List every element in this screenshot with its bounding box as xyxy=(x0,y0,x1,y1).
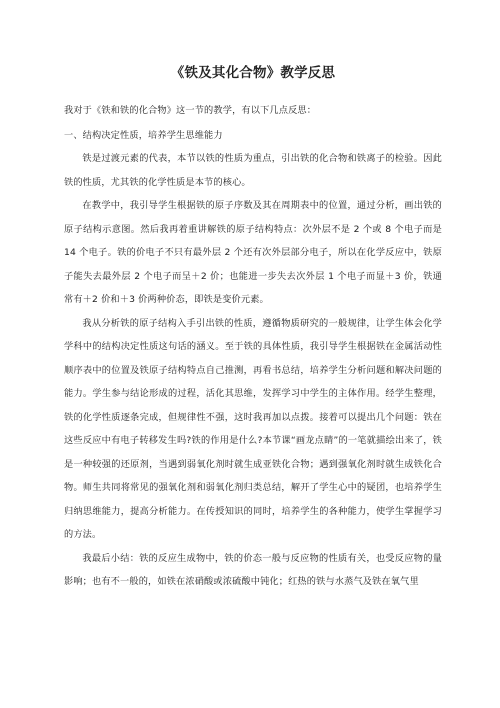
section-heading: 一、结构决定性质，培养学生思维能力 xyxy=(64,129,223,141)
intro-paragraph: 我对于《铁和铁的化合物》这一节的教学，有以下几点反思： xyxy=(64,105,317,116)
paragraph-4: 我最后小结：铁的反应生成物中，铁的价态一般与反应物的性质有关，也受反应物的量影响；也有不一般的，如铁在浓硝酸或浓硫酸中钝化；红热的铁与水蒸气及铁在氧气里 xyxy=(64,552,442,587)
document-title: 《铁及其化合物》教学反思 xyxy=(170,65,336,81)
paragraph-3: 我从分析铁的原子结构入手引出铁的性质，遵循物质研究的一般规律，让学生体会化学学科中的结构决定性质这句话的涵义。至于铁的具体性质，我引导学生根据铁在金属活动性顺序表中的位置及铁原子结构特点自己推测，再看书总结，培养学生分析问题和解决问题的能力。学生参与结论形成的过程，活化其思维，发挥学习中学生的主体作用。经学生整理，铁的化学性质逐条完成，但规律性不强，这时我再加以点拨。接着可以提出几个问题：铁在这些反应中有电子转移发生吗?铁的作用是什么?本节课“画龙点睛”的一笔就描绘出来了，铁是一种较强的还原剂，当遇到弱氧化剂时就生成亚铁化合物；遇到强氧化剂时就生成铁化合物。师生共同将常见的强氧化剂和弱氧化剂归类总结，解开了学生心中的疑团，也培养学生归纳思维能力，提高分析能力。在传授知识的同时，培养学生的各种能力，使学生掌握学习的方法。 xyxy=(64,317,442,540)
paragraph-2: 在教学中，我引导学生根据铁的原子序数及其在周期表中的位置，通过分析，画出铁的原子结构示意图。然后我再着重讲解铁的原子结构特点：次外层不是 2 个或 8 个电子而是 14 个电子。铁的价电子不只有最外层 2 个还有次外层部分电子，所以在化学反应中，铁原子能失去最外层 2 个电子而呈＋2 价；也能进一步失去次外层 1 个电子而显＋3 价，铁通常有＋2 价和＋3 价两种价态，即铁是变价元素。 xyxy=(64,200,442,305)
paragraph-1: 铁是过渡元素的代表，本节以铁的性质为重点，引出铁的化合物和铁离子的检验。因此铁的性质，尤其铁的化学性质是本节的核心。 xyxy=(64,153,442,188)
